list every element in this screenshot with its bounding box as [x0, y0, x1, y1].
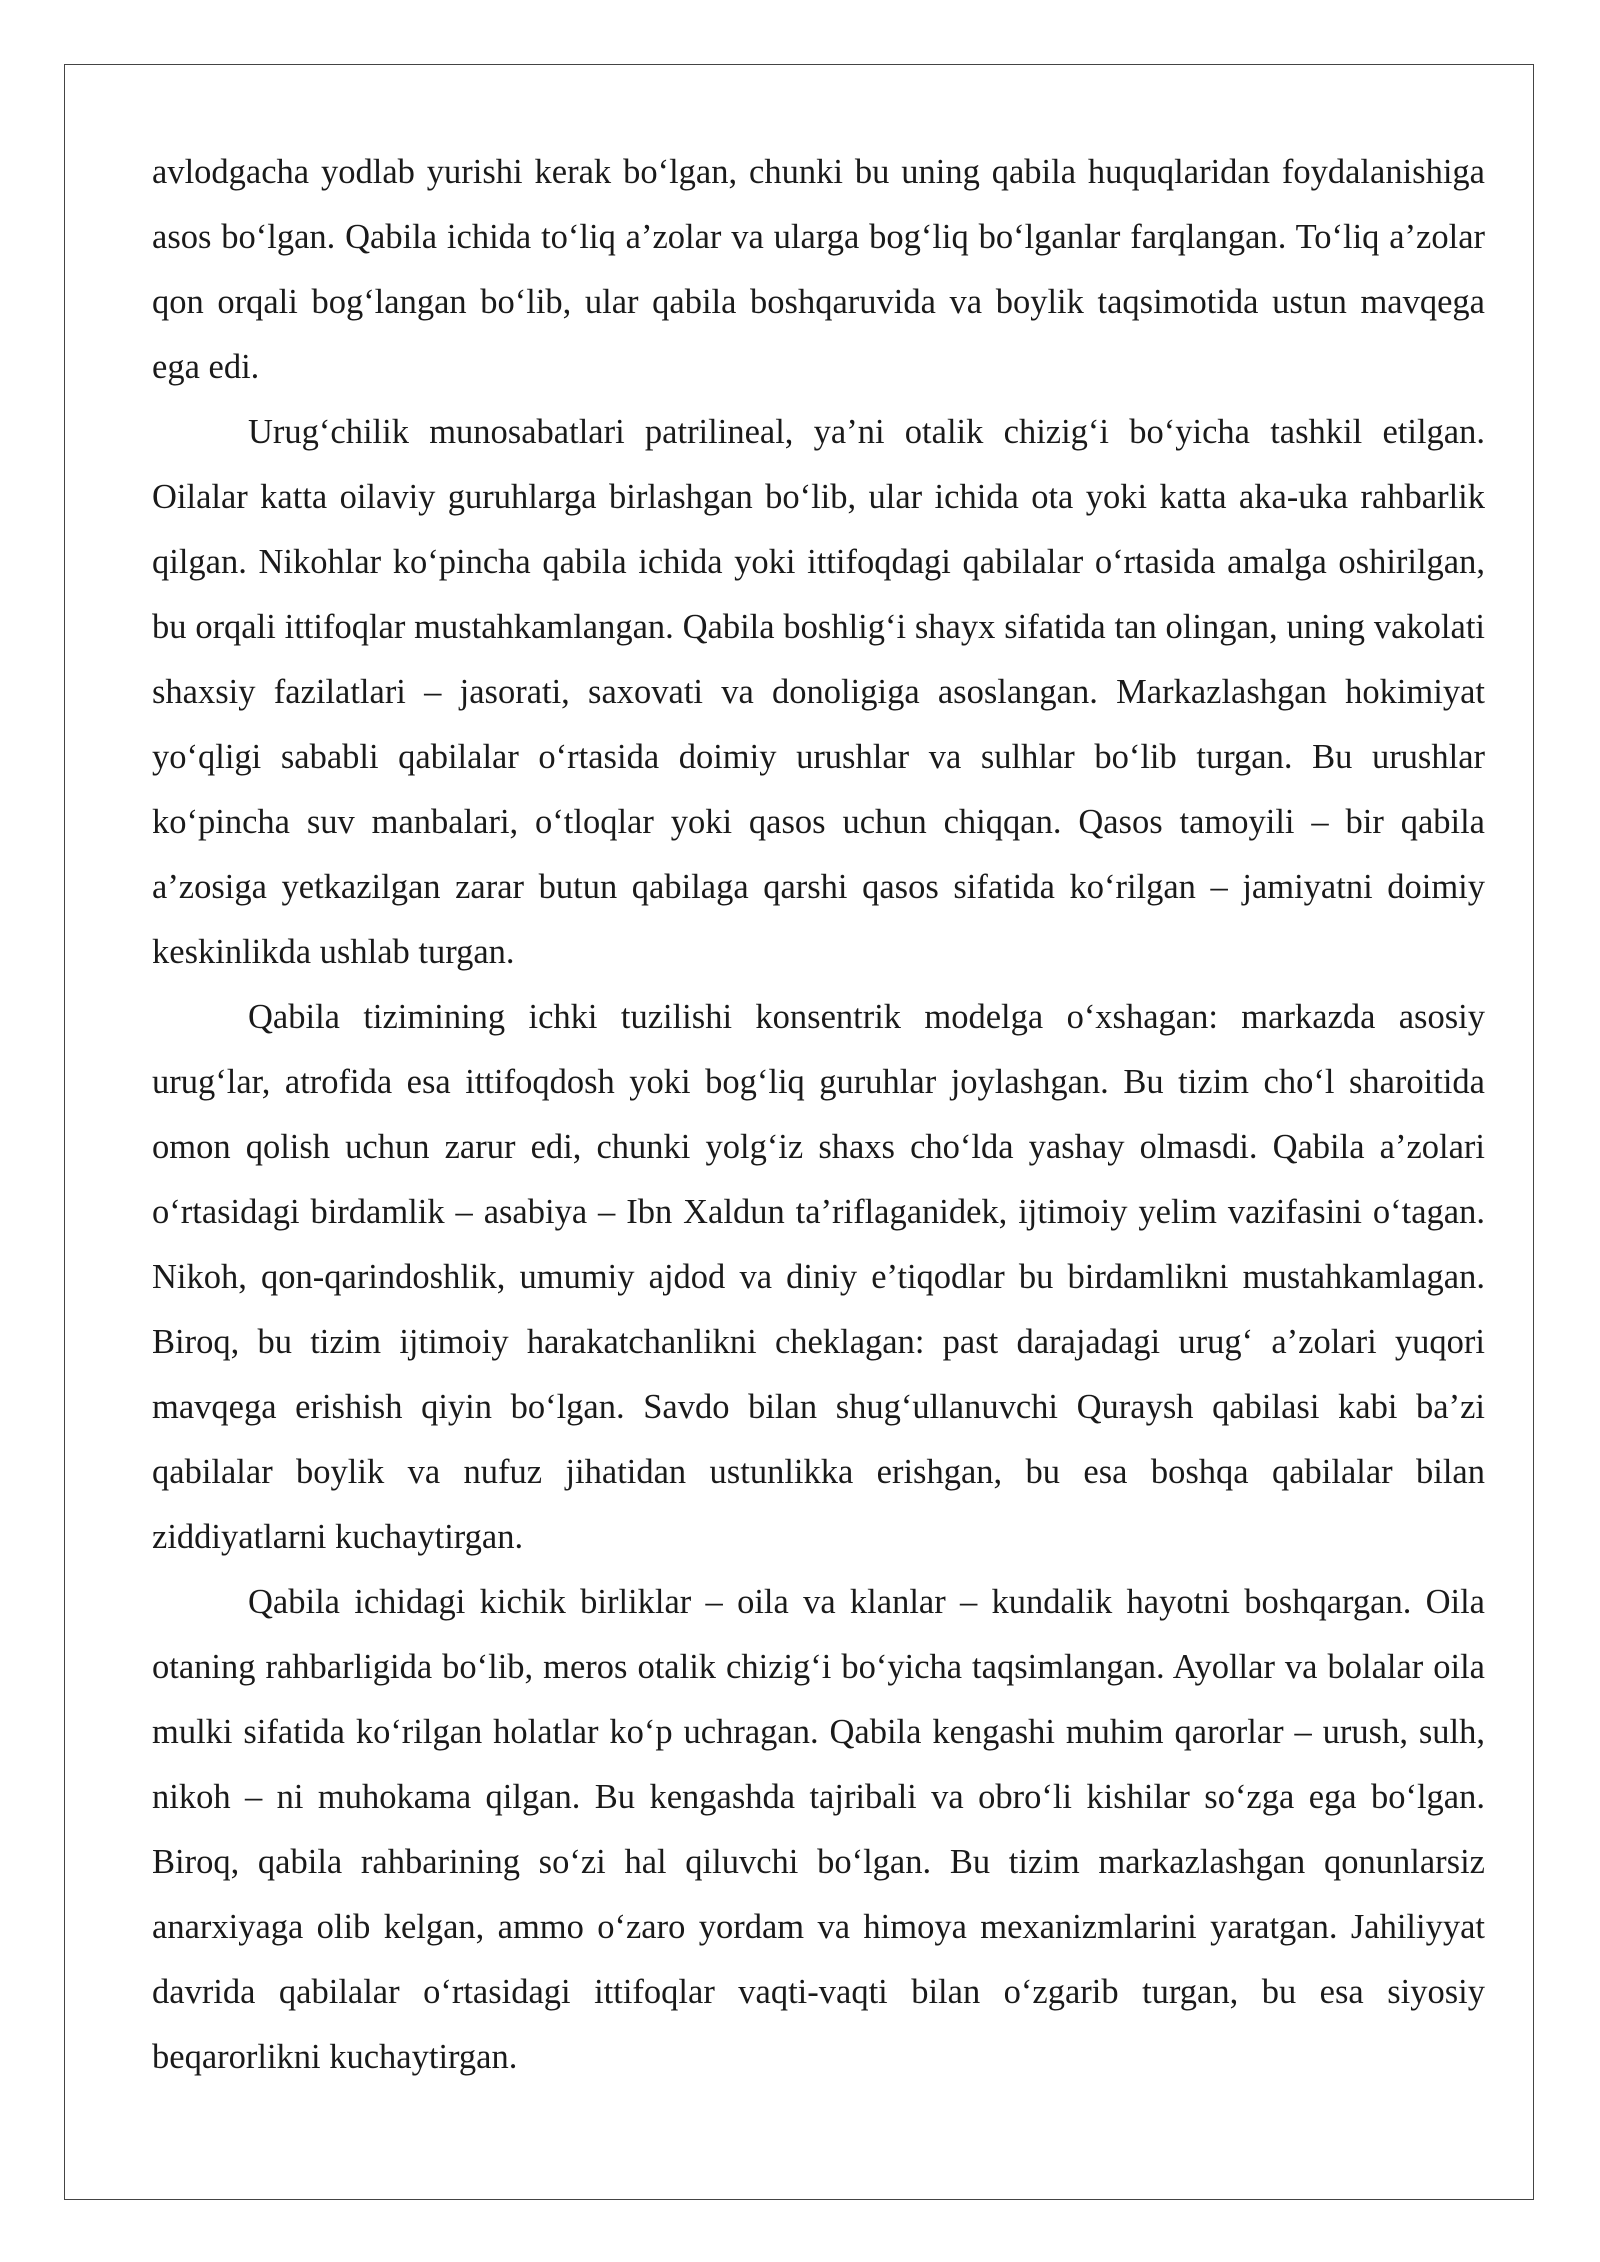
paragraph-2: Urug‘chilik munosabatlari patrilineal, ya’ni otalik chizig‘i bo‘yicha tashkil etilgan. Oilalar katta oilaviy guruhlarga birlashgan bo‘lib, ular ichida ota yoki katta aka-uka rahbarlik qilgan. Nikohlar ko‘pincha qabila ichida yoki ittifoqdagi qabilalar o‘rtasida amalga oshirilgan, bu orqali ittifoqlar mustahkamlangan. Qabila boshlig‘i shayx sifatida tan olingan, uning vakolati shaxsiy fazilatlari – jasorati, saxovati va donoligiga asoslangan. Markazlashgan hokimiyat yo‘qligi sababli qabilalar o‘rtasida doimiy urushlar va sulhlar bo‘lib turgan. Bu urushlar ko‘pincha suv manbalari, o‘tloqlar yoki qasos uchun chiqqan. Qasos tamoyili – bir qabila a’zosiga yetkazilgan zarar butun qabilaga qarshi qasos sifatida ko‘rilgan – jamiyatni doimiy keskinlikda ushlab turgan. — [152, 413, 1485, 971]
paragraph-3: Qabila tizimining ichki tuzilishi konsentrik modelga o‘xshagan: markazda asosiy urug‘lar, atrofida esa ittifoqdosh yoki bog‘liq guruhlar joylashgan. Bu tizim cho‘l sharoitida omon qolish uchun zarur edi, chunki yolg‘iz shaxs cho‘lda yashay olmasdi. Qabila a’zolari o‘rtasidagi birdamlik – asabiya – Ibn Xaldun ta’riflaganidek, ijtimoiy yelim vazifasini o‘tagan. Nikoh, qon-qarindoshlik, umumiy ajdod va diniy e’tiqodlar bu birdamlikni mustahkamlagan. Biroq, bu tizim ijtimoiy harakatchanlikni cheklagan: past darajadagi urug‘ a’zolari yuqori mavqega erishish qiyin bo‘lgan. Savdo bilan shug‘ullanuvchi Quraysh qabilasi kabi ba’zi qabilalar boylik va nufuz jihatidan ustunlikka erishgan, bu esa boshqa qabilalar bilan ziddiyatlarni kuchaytirgan. — [152, 998, 1485, 1556]
paragraph-1: avlodgacha yodlab yurishi kerak bo‘lgan, chunki bu uning qabila huquqlaridan foydalanishiga asos bo‘lgan. Qabila ichida to‘liq a’zolar va ularga bog‘liq bo‘lganlar farqlangan. To‘liq a’zolar qon orqali bog‘langan bo‘lib, ular qabila boshqaruvida va boylik taqsimotida ustun mavqega ega edi. — [152, 153, 1485, 386]
paragraph-4: Qabila ichidagi kichik birliklar – oila va klanlar – kundalik hayotni boshqargan. Oila otaning rahbarligida bo‘lib, meros otalik chizig‘i bo‘yicha taqsimlangan. Ayollar va bolalar oila mulki sifatida ko‘rilgan holatlar ko‘p uchragan. Qabila kengashi muhim qarorlar – urush, sulh, nikoh – ni muhokama qilgan. Bu kengashda tajribali va obro‘li kishilar so‘zga ega bo‘lgan. Biroq, qabila rahbarining so‘zi hal qiluvchi bo‘lgan. Bu tizim markazlashgan qonunlarsiz anarxiyaga olib kelgan, ammo o‘zaro yordam va himoya mexanizmlarini yaratgan. Jahiliyyat davrida qabilalar o‘rtasidagi ittifoqlar vaqti-vaqti bilan o‘zgarib turgan, bu esa siyosiy beqarorlikni kuchaytirgan. — [152, 1583, 1485, 2076]
document-body — [152, 140, 1485, 2090]
